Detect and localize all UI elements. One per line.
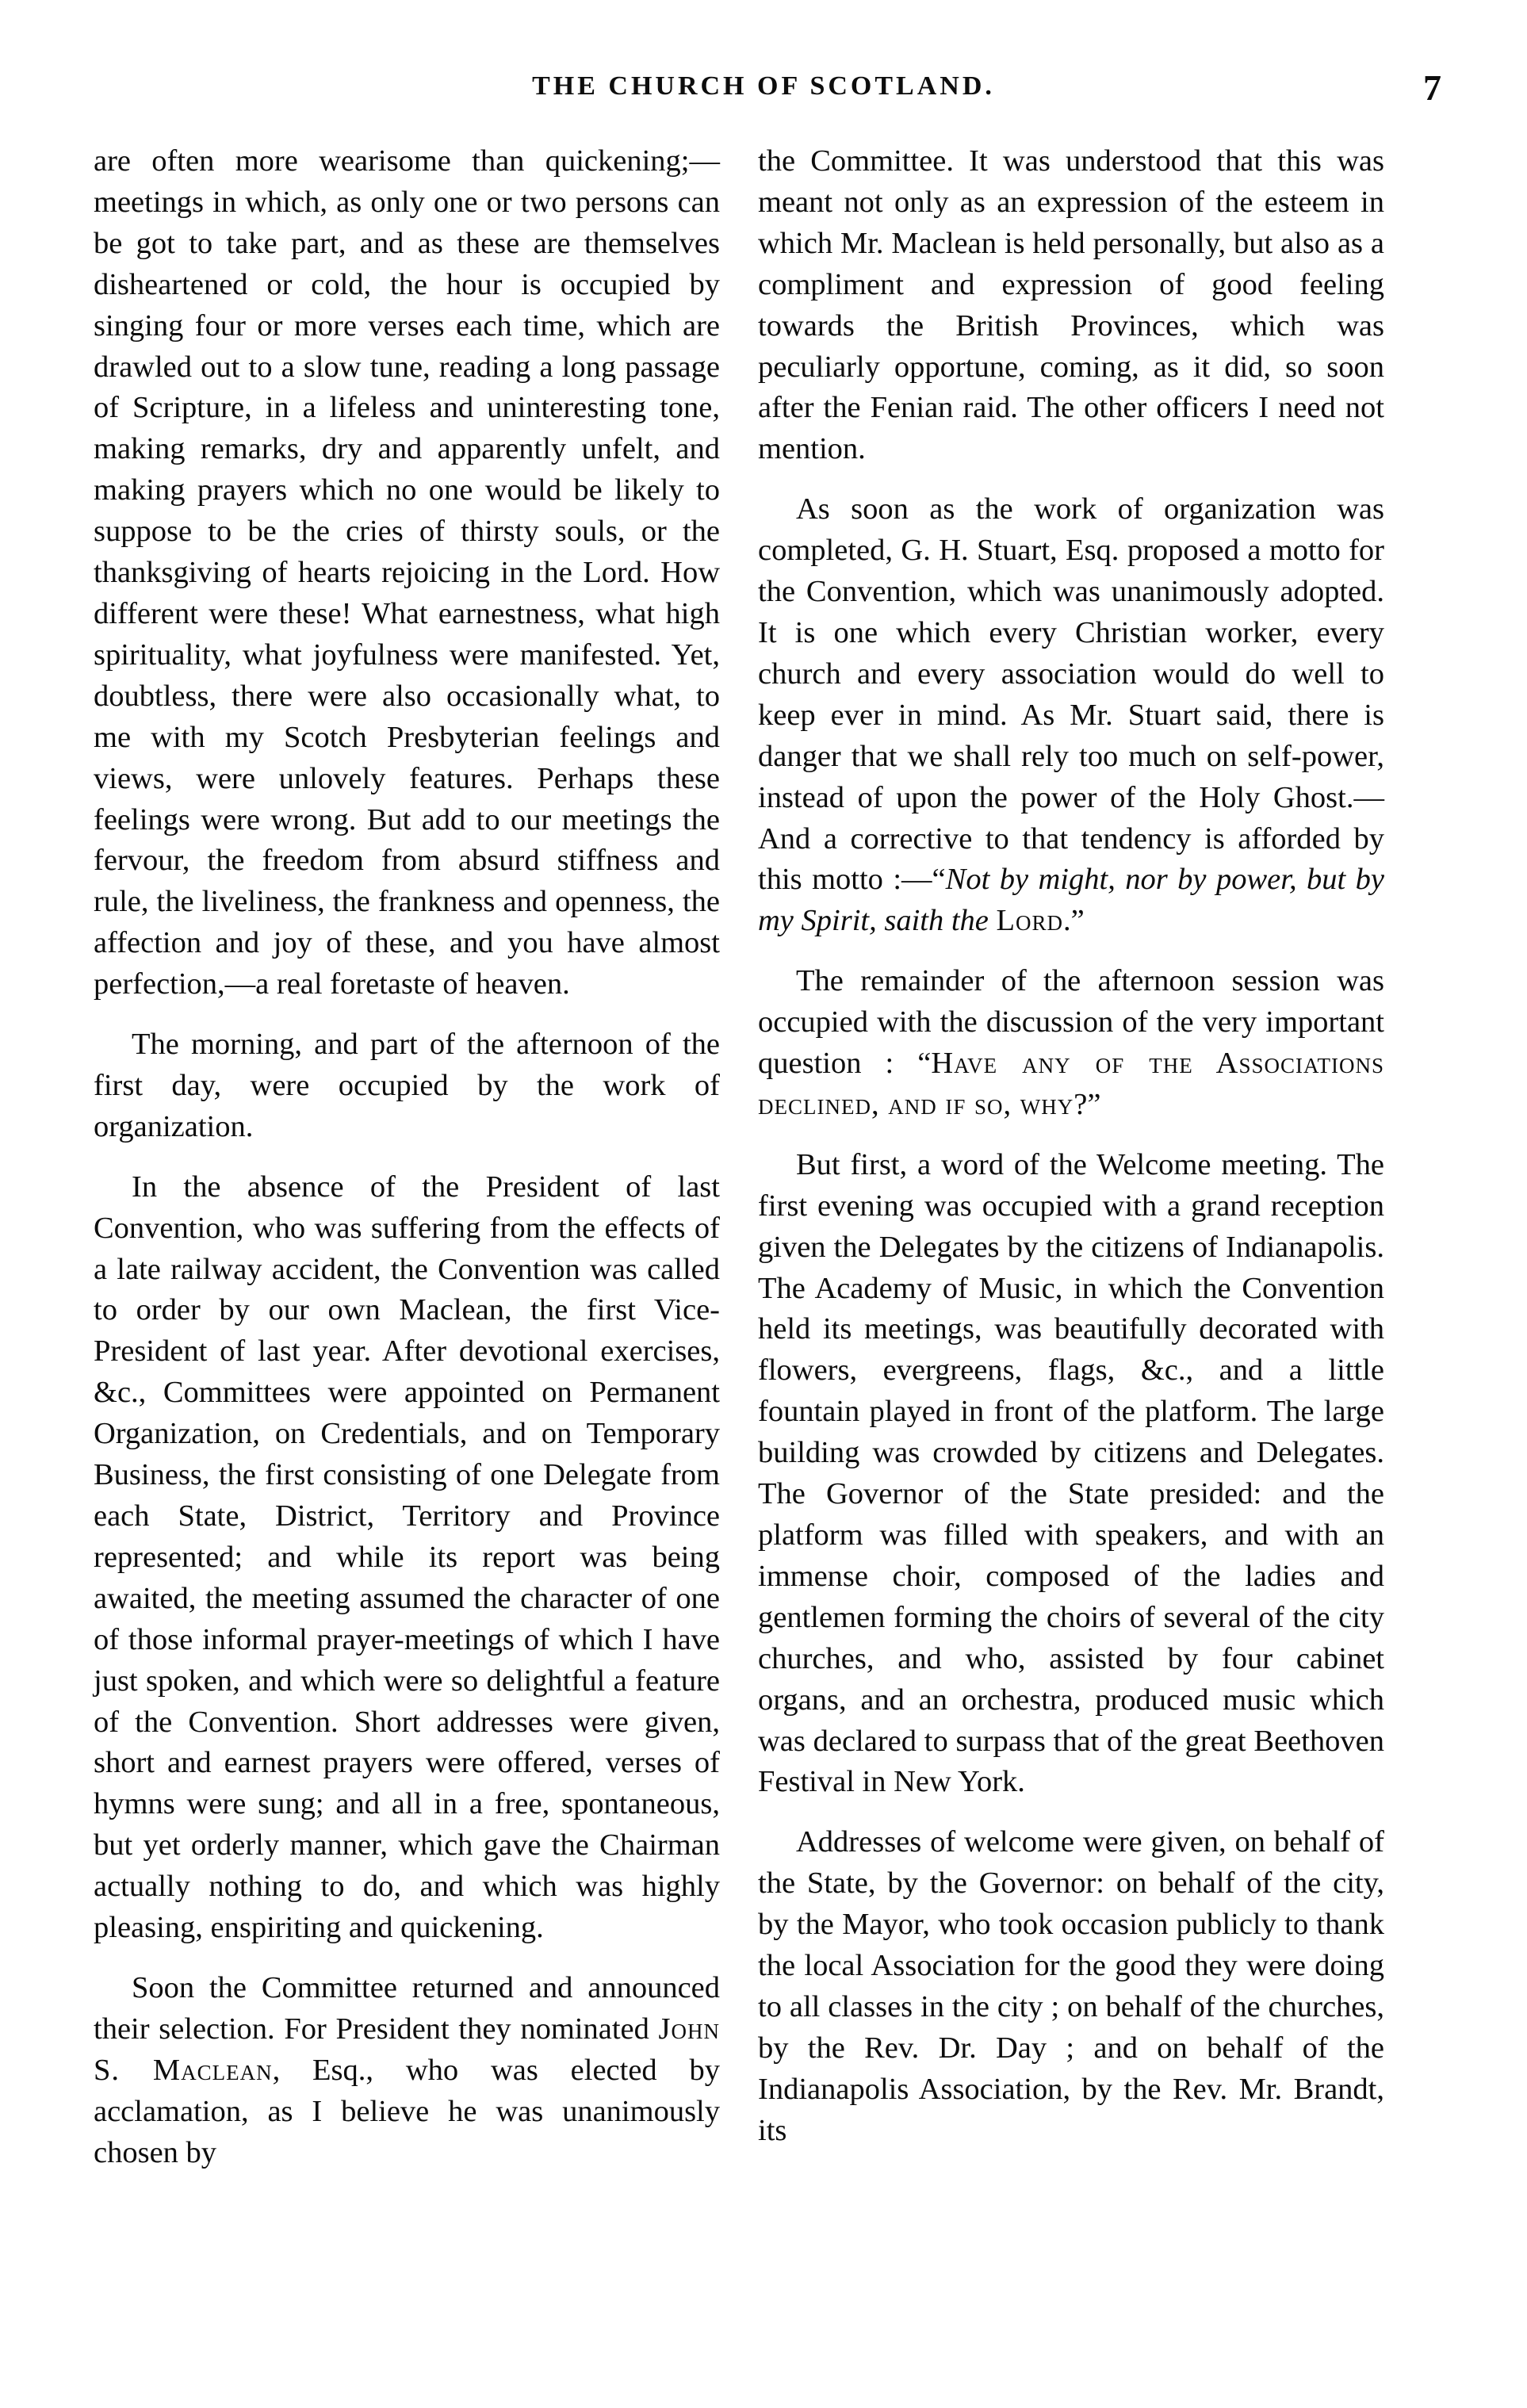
page-number: 7 [1423, 67, 1441, 108]
president-name: John S. Maclean [94, 2012, 720, 2087]
paragraph-text: .” [1063, 904, 1085, 938]
paragraph: are often more wearisome than quickening;—meetings in which, as only one or two persons can be got to take part, and as these are themselves disheartened or cold, the hour is occupied by singing four or more verses each time, which are drawled out to a slow tune, reading a long passage of Scripture, in a lifeless and uninteresting tone, making remarks, dry and apparently unfelt, and making prayers which no one would be likely to suppose to be the cries of thirsty souls, or the thanksgiving of hearts rejoicing in the Lord. How different were these! What earnestness, what high spirituality, what joyfulness were manifested. Yet, doubtless, there were also occasionally what, to me with my Scotch Presbyterian feelings and views, were unlovely features. Perhaps these feelings were wrong. But add to our meetings the fervour, the freedom from absurd stiffness and rule, the liveliness, the frankness and openness, the affection and joy of these, and you have almost perfection,—a real foretaste of heaven. [94, 144, 720, 1001]
paragraph [758, 489, 1384, 942]
running-title: THE CHURCH OF SCOTLAND. [532, 71, 995, 101]
paragraph: the Committee. It was understood that this was meant not only as an expression of the esteem in which Mr. Maclean is held personally, but also as a compliment and expression of good feeling towards the British Provinces, which was peculiarly opportune, coming, as it did, so soon after the Fenian raid. The other officers I need not mention. [758, 144, 1384, 466]
motto-lord: Lord [996, 904, 1064, 938]
paragraph-text: Soon the Committee returned and announced their selection. For President they nominated [94, 1970, 720, 2046]
paragraph-text: , Esq., who was elected by acclamation, as I believe he was unanimously chosen by [94, 2053, 720, 2169]
paragraph-text: ?” [1073, 1087, 1101, 1121]
paragraph: Addresses of welcome were given, on behalf of the State, by the Governor: on behalf of the city, by the Mayor, who took occasion publicly to thank the local Association for the good they were doing to all classes in the city ; on behalf of the churches, by the Rev. Dr. Day ; and on behalf of the Indianapolis Association, by the Rev. Mr. Brandt, its [758, 1825, 1384, 2147]
paragraph: In the absence of the President of last Convention, who was suffering from the effects of a late railway accident, the Convention was called to order by our own Maclean, the first Vice-President of last year. After devotional exercises, &c., Committees were appointed on Permanent Organization, on Credentials, and on Temporary Business, the first consisting of one Delegate from each State, District, Territory and Province represented; and while its report was being awaited, the meeting assumed the character of one of those informal prayer-meetings of which I have just spoken, and which were so delightful a feature of the Convention. Short addresses were given, short and earnest prayers were offered, verses of hymns were sung; and all in a free, spontaneous, but yet orderly manner, which gave the Chairman actually nothing to do, and which was highly pleasing, enspiriting and quickening. [94, 1170, 720, 1945]
paragraph-text: The remainder of the afternoon session was occupied with the discussion of the very important question : “ [758, 964, 1384, 1081]
paragraph: The morning, and part of the afternoon of the first day, were occupied by the work of organization. [94, 1028, 720, 1143]
discussion-question: Have any of the Associations declined, and if so, why [758, 1047, 1384, 1121]
motto-text: Not by might, nor by power, but by my Spirit, saith the [758, 863, 1385, 938]
paragraph: But first, a word of the Welcome meeting. The first evening was occupied with a grand reception given the Delegates by the citizens of Indianapolis. The Academy of Music, in which the Convention held its meetings, was beautifully decorated with flowers, evergreens, flags, &c., and a little fountain played in front of the platform. The large building was crowded by citizens and Delegates. The Governor of the State presided: and the platform was filled with speakers, and with an immense choir, composed of the ladies and gentlemen forming the choirs of several of the city churches, and who, assisted by four cabinet organs, and an orchestra, produced music which was declared to surpass that of the great Beethoven Festival in New York. [758, 1147, 1384, 1799]
left-column [94, 141, 720, 2193]
paragraph [758, 961, 1384, 1126]
page-header [0, 67, 1527, 119]
paragraph [94, 1968, 720, 2174]
right-column [758, 141, 1384, 2171]
paragraph-text: As soon as the work of organization was completed, G. H. Stuart, Esq. proposed a motto for the Convention, which was unanimously adopted. It is one which every Christian worker, every church and every association would do well to keep ever in mind. As Mr. Stuart said, there is danger that we shall rely too much on self-power, instead of upon the power of the Holy Ghost.— And a corrective to that tendency is afforded by this motto :—“ [758, 492, 1384, 897]
